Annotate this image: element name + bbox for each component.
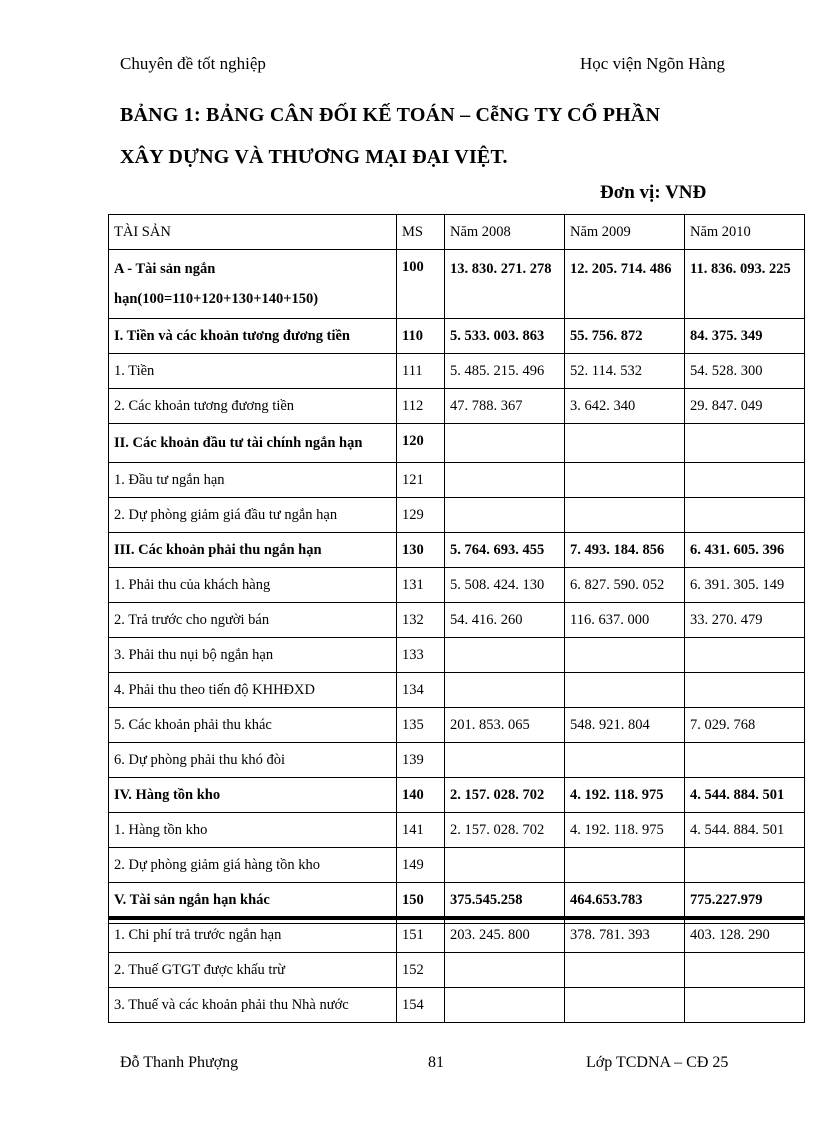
row-value-2010 xyxy=(685,848,805,883)
row-label: 2. Các khoản tương đương tiền xyxy=(109,389,397,424)
row-value-2008: 5. 485. 215. 496 xyxy=(445,354,565,389)
row-ms: 129 xyxy=(397,498,445,533)
table-row xyxy=(109,463,805,498)
footer-author: Đỗ Thanh Phượng xyxy=(120,1054,239,1071)
row-ms: 130 xyxy=(397,533,445,568)
row-value-2009: 12. 205. 714. 486 xyxy=(565,250,685,319)
page-title-line2: XÂY DỰNG VÀ THƯƠNG MẠI ĐẠI VIỆT. xyxy=(120,146,508,168)
table-row xyxy=(109,813,805,848)
row-label: 1. Hàng tồn kho xyxy=(109,813,397,848)
row-value-2009 xyxy=(565,743,685,778)
table-row xyxy=(109,250,805,319)
row-ms: 110 xyxy=(397,319,445,354)
row-value-2008: 5. 508. 424. 130 xyxy=(445,568,565,603)
row-label: 1. Đầu tư ngắn hạn xyxy=(109,463,397,498)
row-label: 2. Trả trước cho người bán xyxy=(109,603,397,638)
row-value-2008 xyxy=(445,673,565,708)
row-value-2009 xyxy=(565,988,685,1023)
row-value-2010 xyxy=(685,743,805,778)
row-value-2010 xyxy=(685,424,805,463)
row-label: 6. Dự phòng phải thu khó đòi xyxy=(109,743,397,778)
row-value-2009: 378. 781. 393 xyxy=(565,918,685,953)
table-row xyxy=(109,389,805,424)
row-ms: 150 xyxy=(397,883,445,918)
row-ms: 140 xyxy=(397,778,445,813)
row-value-2009: 464.653.783 xyxy=(565,883,685,918)
table-row xyxy=(109,673,805,708)
row-ms: 100 xyxy=(397,250,445,319)
table-row xyxy=(109,638,805,673)
row-value-2010 xyxy=(685,498,805,533)
row-value-2009: 548. 921. 804 xyxy=(565,708,685,743)
row-ms: 132 xyxy=(397,603,445,638)
row-label: 5. Các khoản phải thu khác xyxy=(109,708,397,743)
row-value-2008 xyxy=(445,953,565,988)
row-value-2008 xyxy=(445,638,565,673)
row-label: 2. Dự phòng giảm giá hàng tồn kho xyxy=(109,848,397,883)
row-value-2008: 375.545.258 xyxy=(445,883,565,918)
row-label: IV. Hàng tồn kho xyxy=(109,778,397,813)
row-ms: 131 xyxy=(397,568,445,603)
table-row xyxy=(109,953,805,988)
row-value-2009 xyxy=(565,498,685,533)
page-number: 81 xyxy=(428,1054,444,1071)
table-row xyxy=(109,603,805,638)
balance-sheet-table xyxy=(108,214,805,953)
row-value-2010 xyxy=(685,953,805,988)
row-value-2009 xyxy=(565,953,685,988)
table-row xyxy=(109,319,805,354)
row-value-2010: 6. 431. 605. 396 xyxy=(685,533,805,568)
row-value-2009 xyxy=(565,673,685,708)
table-row xyxy=(109,568,805,603)
row-value-2009: 4. 192. 118. 975 xyxy=(565,813,685,848)
table-row xyxy=(109,533,805,568)
row-value-2009 xyxy=(565,638,685,673)
header-right: Học viện Ngõn Hàng xyxy=(580,54,725,73)
table-row xyxy=(109,354,805,389)
row-value-2010 xyxy=(685,463,805,498)
row-ms: 112 xyxy=(397,389,445,424)
table-row xyxy=(109,778,805,813)
row-value-2009 xyxy=(565,463,685,498)
header-cell-2008: Năm 2008 xyxy=(445,215,565,250)
row-ms: 141 xyxy=(397,813,445,848)
row-ms: 139 xyxy=(397,743,445,778)
header-cell-2010: Năm 2010 xyxy=(685,215,805,250)
row-ms: 151 xyxy=(397,918,445,953)
footer-class: Lớp TCDNA – CĐ 25 xyxy=(586,1054,729,1071)
row-value-2010: 4. 544. 884. 501 xyxy=(685,778,805,813)
table-row xyxy=(109,988,805,1023)
row-value-2010: 54. 528. 300 xyxy=(685,354,805,389)
header-cell-assets: TÀI SẢN xyxy=(109,215,397,250)
row-ms: 134 xyxy=(397,673,445,708)
row-label: I. Tiền và các khoản tương đương tiền xyxy=(109,319,397,354)
page-break-rule xyxy=(108,916,805,920)
row-ms: 154 xyxy=(397,988,445,1023)
row-ms: 121 xyxy=(397,463,445,498)
page-title-line1: BẢNG 1: BẢNG CÂN ĐỐI KẾ TOÁN – CễNG TY CỔ PHẦN xyxy=(120,104,661,126)
row-value-2008: 2. 157. 028. 702 xyxy=(445,813,565,848)
row-value-2010: 33. 270. 479 xyxy=(685,603,805,638)
row-value-2010: 4. 544. 884. 501 xyxy=(685,813,805,848)
table-row xyxy=(109,708,805,743)
row-value-2008: 201. 853. 065 xyxy=(445,708,565,743)
row-value-2009: 3. 642. 340 xyxy=(565,389,685,424)
table-header-row xyxy=(109,215,805,250)
row-value-2008: 203. 245. 800 xyxy=(445,918,565,953)
row-label: 3. Phải thu nụi bộ ngắn hạn xyxy=(109,638,397,673)
row-value-2008: 5. 764. 693. 455 xyxy=(445,533,565,568)
row-value-2008: 47. 788. 367 xyxy=(445,389,565,424)
row-value-2010: 6. 391. 305. 149 xyxy=(685,568,805,603)
row-label: 3. Thuế và các khoản phải thu Nhà nước xyxy=(109,988,397,1023)
row-value-2008: 2. 157. 028. 702 xyxy=(445,778,565,813)
row-value-2009: 116. 637. 000 xyxy=(565,603,685,638)
row-label: III. Các khoản phải thu ngắn hạn xyxy=(109,533,397,568)
table-row xyxy=(109,743,805,778)
row-value-2009: 52. 114. 532 xyxy=(565,354,685,389)
row-ms: 111 xyxy=(397,354,445,389)
row-value-2008: 5. 533. 003. 863 xyxy=(445,319,565,354)
row-value-2010 xyxy=(685,988,805,1023)
row-ms: 149 xyxy=(397,848,445,883)
row-label: 2. Dự phòng giảm giá đầu tư ngắn hạn xyxy=(109,498,397,533)
header-cell-2009: Năm 2009 xyxy=(565,215,685,250)
row-value-2010: 7. 029. 768 xyxy=(685,708,805,743)
row-label: II. Các khoản đầu tư tài chính ngắn hạn xyxy=(109,424,397,463)
row-label: 1. Tiền xyxy=(109,354,397,389)
row-value-2008 xyxy=(445,424,565,463)
row-value-2008: 54. 416. 260 xyxy=(445,603,565,638)
row-ms: 133 xyxy=(397,638,445,673)
row-ms: 135 xyxy=(397,708,445,743)
row-value-2008 xyxy=(445,463,565,498)
row-value-2010: 11. 836. 093. 225 xyxy=(685,250,805,319)
header-left: Chuyên đề tốt nghiệp xyxy=(120,54,266,73)
unit-label: Đơn vị: VNĐ xyxy=(600,182,707,203)
row-value-2008 xyxy=(445,743,565,778)
row-value-2009: 6. 827. 590. 052 xyxy=(565,568,685,603)
row-value-2010 xyxy=(685,638,805,673)
table-row xyxy=(109,498,805,533)
table-row xyxy=(109,883,805,918)
row-value-2009 xyxy=(565,848,685,883)
row-value-2010: 84. 375. 349 xyxy=(685,319,805,354)
page-break-rule-thin xyxy=(108,923,805,924)
row-value-2010: 775.227.979 xyxy=(685,883,805,918)
row-value-2010: 403. 128. 290 xyxy=(685,918,805,953)
row-value-2009 xyxy=(565,424,685,463)
row-value-2008 xyxy=(445,848,565,883)
row-label: 1. Chi phí trả trước ngắn hạn xyxy=(109,918,397,953)
row-value-2008 xyxy=(445,988,565,1023)
row-value-2009: 7. 493. 184. 856 xyxy=(565,533,685,568)
row-value-2010 xyxy=(685,673,805,708)
balance-sheet-table-continued xyxy=(108,952,805,1023)
header-cell-ms: MS xyxy=(397,215,445,250)
row-label: 4. Phải thu theo tiến độ KHHĐXD xyxy=(109,673,397,708)
row-label: 1. Phải thu của khách hàng xyxy=(109,568,397,603)
row-value-2008: 13. 830. 271. 278 xyxy=(445,250,565,319)
table-row xyxy=(109,848,805,883)
row-value-2009: 4. 192. 118. 975 xyxy=(565,778,685,813)
row-ms: 152 xyxy=(397,953,445,988)
row-label: A - Tài sản ngắn hạn(100=110+120+130+140+150) xyxy=(109,250,397,319)
row-value-2008 xyxy=(445,498,565,533)
row-ms: 120 xyxy=(397,424,445,463)
row-value-2009: 55. 756. 872 xyxy=(565,319,685,354)
table-row xyxy=(109,424,805,463)
row-label: 2. Thuế GTGT được khấu trừ xyxy=(109,953,397,988)
row-label: V. Tài sản ngắn hạn khác xyxy=(109,883,397,918)
row-value-2010: 29. 847. 049 xyxy=(685,389,805,424)
